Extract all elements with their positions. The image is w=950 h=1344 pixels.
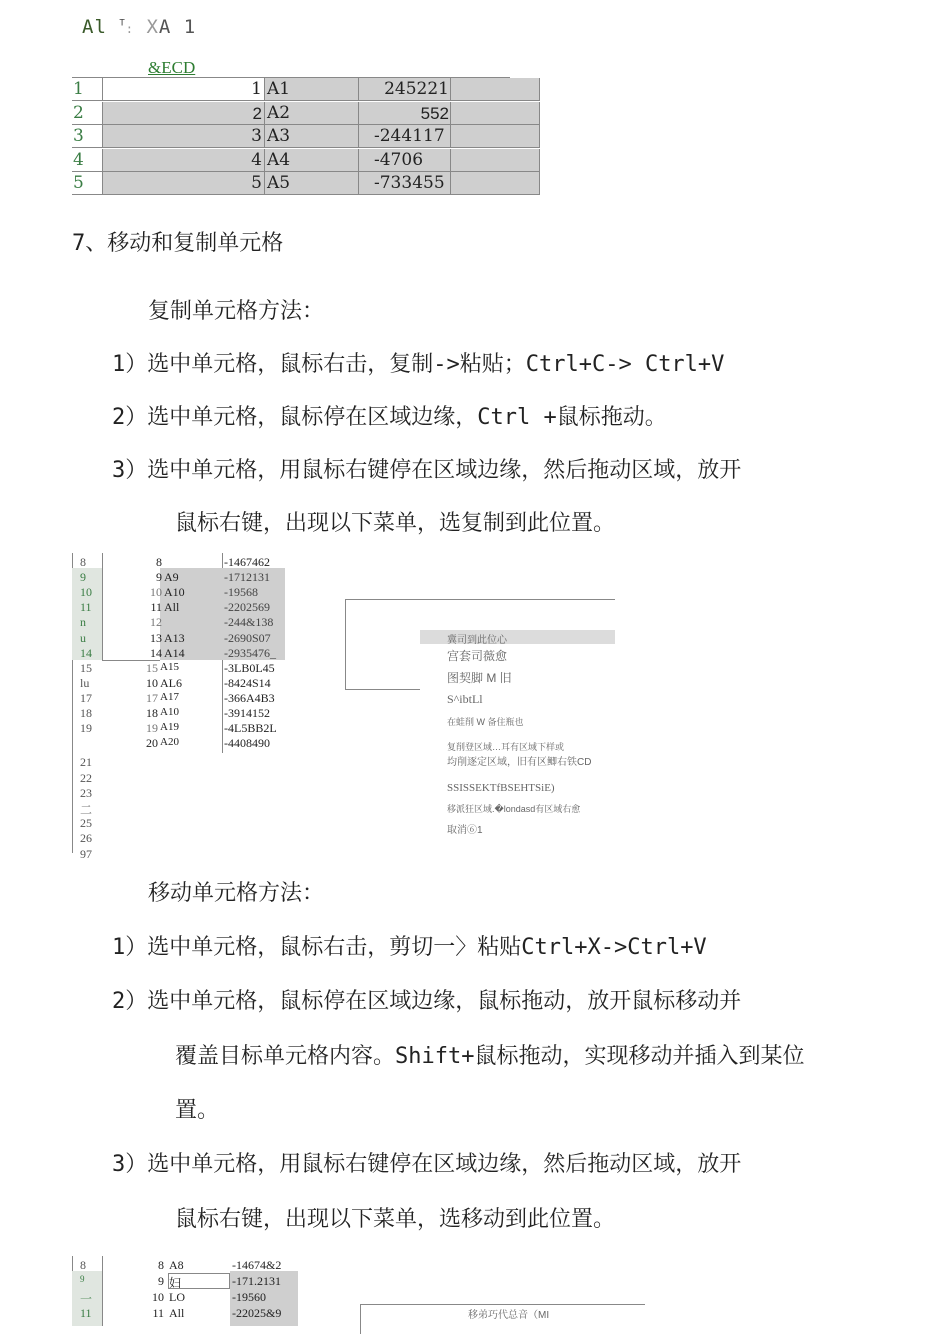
table-row [72, 172, 468, 195]
row-number: 8 [80, 555, 86, 569]
cell-number[interactable]: 3 [102, 125, 264, 148]
cell-value[interactable]: -2935476_ [224, 645, 276, 660]
cell-number[interactable]: 10 [152, 1290, 164, 1304]
row-number[interactable]: 1 [72, 78, 102, 101]
row-number: 18 [80, 706, 92, 720]
cell-number[interactable]: 8 [158, 1258, 164, 1272]
menu-item-6[interactable]: 复削登区域…耳有区域下样或 [447, 742, 565, 752]
cell-value[interactable]: -2690S07 [224, 630, 271, 645]
cell-number[interactable]: 17 [146, 690, 158, 705]
cell-number[interactable]: 11 [152, 1306, 164, 1320]
cell-name[interactable]: A20 [160, 736, 179, 749]
cell-empty[interactable] [450, 149, 540, 172]
cell-name[interactable]: A2 [264, 102, 358, 125]
cell-number[interactable]: 10 [150, 585, 162, 600]
cell-number[interactable]: 9 [158, 1274, 164, 1288]
cell-value[interactable]: -19560 [232, 1290, 266, 1304]
menu-item-3[interactable]: 图契脚 M 旧 [447, 671, 512, 685]
cell-number[interactable]: 10 [146, 675, 158, 690]
table-row [72, 125, 468, 148]
superscript-mark: T [119, 18, 126, 29]
cell-number[interactable]: 12 [150, 615, 162, 630]
cell-number[interactable]: 9 [156, 570, 162, 585]
move-step-2-cont: 覆盖目标单元格内容。Shift+鼠标拖动，实现移动并插入到某位 [175, 1044, 805, 1069]
menu-frame-left [360, 1304, 361, 1334]
row-number[interactable]: 2 [72, 102, 102, 125]
copy-step-3-cont: 鼠标右键，出现以下菜单，选复制到此位置。 [175, 511, 616, 536]
cell-name[interactable]: AL6 [160, 675, 182, 690]
cell-value[interactable]: -4706 [358, 149, 450, 172]
menu-item-8[interactable]: SSISSEKTfBSEHTSiE) [447, 782, 555, 794]
row-number: 23 [80, 785, 92, 800]
row-number: 8 [80, 1258, 86, 1272]
cell-number[interactable]: 5 [102, 172, 264, 195]
section-title: 7、移动和复制单元格 [72, 231, 284, 256]
row-number: 一 [80, 1292, 93, 1306]
cell-number[interactable]: 18 [146, 706, 158, 720]
top-rest: A 1 [158, 16, 197, 38]
cell-number[interactable]: 1 [102, 78, 264, 101]
cell-name[interactable]: A19 [160, 721, 179, 734]
row-number: 14 [80, 645, 92, 660]
cell-name[interactable]: A13 [164, 630, 185, 645]
copy-step-2: 2）选中单元格，鼠标停在区域边缘，Ctrl +鼠标拖动。 [112, 405, 667, 430]
top-formula-line [82, 16, 196, 38]
copy-step-1: 1）选中单元格，鼠标右击，复制->粘贴；Ctrl+C-> Ctrl+V [112, 352, 725, 377]
cell-empty[interactable] [450, 78, 540, 101]
row-number: 97 [80, 846, 92, 861]
cell-name[interactable]: A5 [264, 172, 358, 195]
row-number: 25 [80, 816, 92, 831]
cell-number[interactable]: 14 [150, 645, 162, 660]
move-step-2-end: 置。 [175, 1098, 220, 1123]
table-row [72, 102, 468, 125]
row-number[interactable]: 3 [72, 125, 102, 148]
cancel-x: X [146, 16, 159, 38]
row-number: 10 [80, 585, 92, 600]
cell-name[interactable]: A8 [169, 1258, 184, 1272]
cell-value[interactable]: -733455 [358, 172, 450, 195]
cell-value[interactable]: -19568 [224, 585, 258, 600]
row-number: 11 [80, 600, 92, 615]
menu-frame-top [345, 599, 615, 600]
cell-number[interactable]: 11 [150, 600, 162, 615]
cell-value[interactable]: -8424S14 [224, 675, 271, 690]
cell-number[interactable]: 13 [150, 630, 162, 645]
cell-ref: Al [82, 16, 107, 38]
move-screenshot-rows [72, 1256, 312, 1326]
menu-frame-left [345, 599, 346, 690]
cell-value[interactable]: -171.2131 [232, 1274, 281, 1288]
cell-value[interactable]: -4408490 [224, 736, 270, 751]
move-step-1: 1）选中单元格，鼠标右击，剪切一〉粘贴Ctrl+X->Ctrl+V [112, 935, 707, 960]
cell-value[interactable]: -22025&9 [232, 1306, 282, 1320]
cell-value[interactable]: -244117 [358, 125, 450, 148]
copy-heading: 复制单元格方法： [148, 299, 325, 324]
menu-item-5[interactable]: 在蛙削 W 备住瓶也 [447, 717, 524, 727]
menu-frame-top [360, 1304, 645, 1305]
cell-name[interactable]: A1 [264, 78, 358, 101]
move-step-2: 2）选中单元格，鼠标停在区域边缘，鼠标拖动，放开鼠标移动并 [112, 989, 742, 1014]
cell-number[interactable]: 15 [146, 660, 158, 675]
cell-name[interactable]: A4 [264, 149, 358, 172]
menu-copy-here[interactable]: 冀司到此位心 [447, 635, 507, 646]
row-number: 9 [80, 570, 86, 585]
row-number[interactable]: 4 [72, 149, 102, 172]
menu-move-here[interactable]: 移弟巧代总音（MI [468, 1310, 550, 1321]
row-number[interactable]: 5 [72, 172, 102, 195]
row-number: n [80, 615, 86, 630]
row-number: u [80, 630, 86, 645]
cell-name[interactable]: A14 [164, 645, 185, 660]
table-row [72, 78, 468, 101]
cell-empty[interactable] [450, 102, 540, 125]
copy-step-3: 3）选中单元格，用鼠标右键停在区域边缘，然后拖动区域，放开 [112, 458, 742, 483]
cell-value[interactable]: -4L5BB2L [224, 721, 277, 736]
row-number: 二 [80, 802, 93, 817]
cell-value[interactable]: -2202569 [224, 600, 270, 615]
row-number: 11 [80, 1306, 92, 1320]
cell-name[interactable]: A15 [160, 660, 179, 673]
cell-number[interactable]: 8 [156, 555, 162, 569]
cell-name[interactable]: A17 [160, 690, 179, 703]
row-number: lu [80, 675, 90, 690]
cell-name[interactable]: A10 [160, 706, 179, 718]
row-number: 21 [80, 755, 92, 770]
table-row [72, 149, 468, 172]
cell-name[interactable]: A3 [264, 125, 358, 148]
cell-value[interactable]: -1712131 [224, 570, 270, 585]
cell-name[interactable]: All [164, 600, 180, 615]
cell-name[interactable]: 妇 [169, 1276, 182, 1290]
cell-number[interactable]: 20 [146, 736, 158, 751]
cell-name[interactable]: A10 [164, 585, 185, 600]
cell-number[interactable]: 4 [102, 149, 264, 172]
cell-empty[interactable] [450, 125, 540, 148]
menu-item-7[interactable]: 均削逐定区域，旧有区鲫右铁CD [447, 757, 592, 768]
cell-name[interactable]: A9 [164, 570, 179, 585]
cell-value[interactable]: 245221 [358, 78, 450, 101]
move-step-3: 3）选中单元格，用鼠标右键停在区域边缘，然后拖动区域，放开 [112, 1152, 742, 1177]
row-number: 9 [80, 1274, 85, 1284]
cell-value[interactable]: -3914152 [224, 706, 270, 720]
cell-value[interactable]: -366A4B3 [224, 690, 275, 705]
cell-empty[interactable] [450, 172, 540, 195]
menu-item-2[interactable]: 宫套司薇愈 [447, 649, 508, 663]
copy-screenshot-rows [72, 553, 312, 861]
row-number: 15 [80, 660, 92, 675]
cell-value[interactable]: -244&138 [224, 615, 274, 630]
cell-number[interactable]: 19 [146, 721, 158, 736]
colon: : [125, 22, 134, 36]
row-number: 19 [80, 721, 92, 736]
move-menu-screenshot [72, 1256, 672, 1336]
move-heading: 移动单元格方法： [148, 881, 325, 906]
cell-value[interactable]: 552 [358, 102, 450, 125]
menu-item-9[interactable]: 移派狂区域.�londasd有区域右愈 [447, 804, 581, 814]
menu-cancel[interactable]: 取消⑥1 [447, 825, 483, 836]
move-step-3-cont: 鼠标右键，出现以下菜单，选移动到此位置。 [175, 1207, 616, 1232]
cell-value[interactable]: -3LB0L45 [224, 660, 275, 675]
row-number: 22 [80, 770, 92, 785]
cell-name[interactable]: All [169, 1306, 185, 1320]
row-number: 26 [80, 831, 92, 846]
row-number: 17 [80, 690, 92, 705]
cell-value[interactable]: -1467462 [224, 555, 270, 569]
menu-frame-bottom [345, 689, 420, 690]
menu-item-4[interactable]: S^ibtLl [447, 692, 483, 706]
cell-value[interactable]: -14674&2 [232, 1258, 282, 1272]
table-header-label: &ECD [148, 58, 196, 77]
copy-menu-screenshot [72, 553, 632, 861]
cell-number[interactable]: 2 [102, 102, 264, 125]
cell-name[interactable]: LO [169, 1290, 185, 1304]
